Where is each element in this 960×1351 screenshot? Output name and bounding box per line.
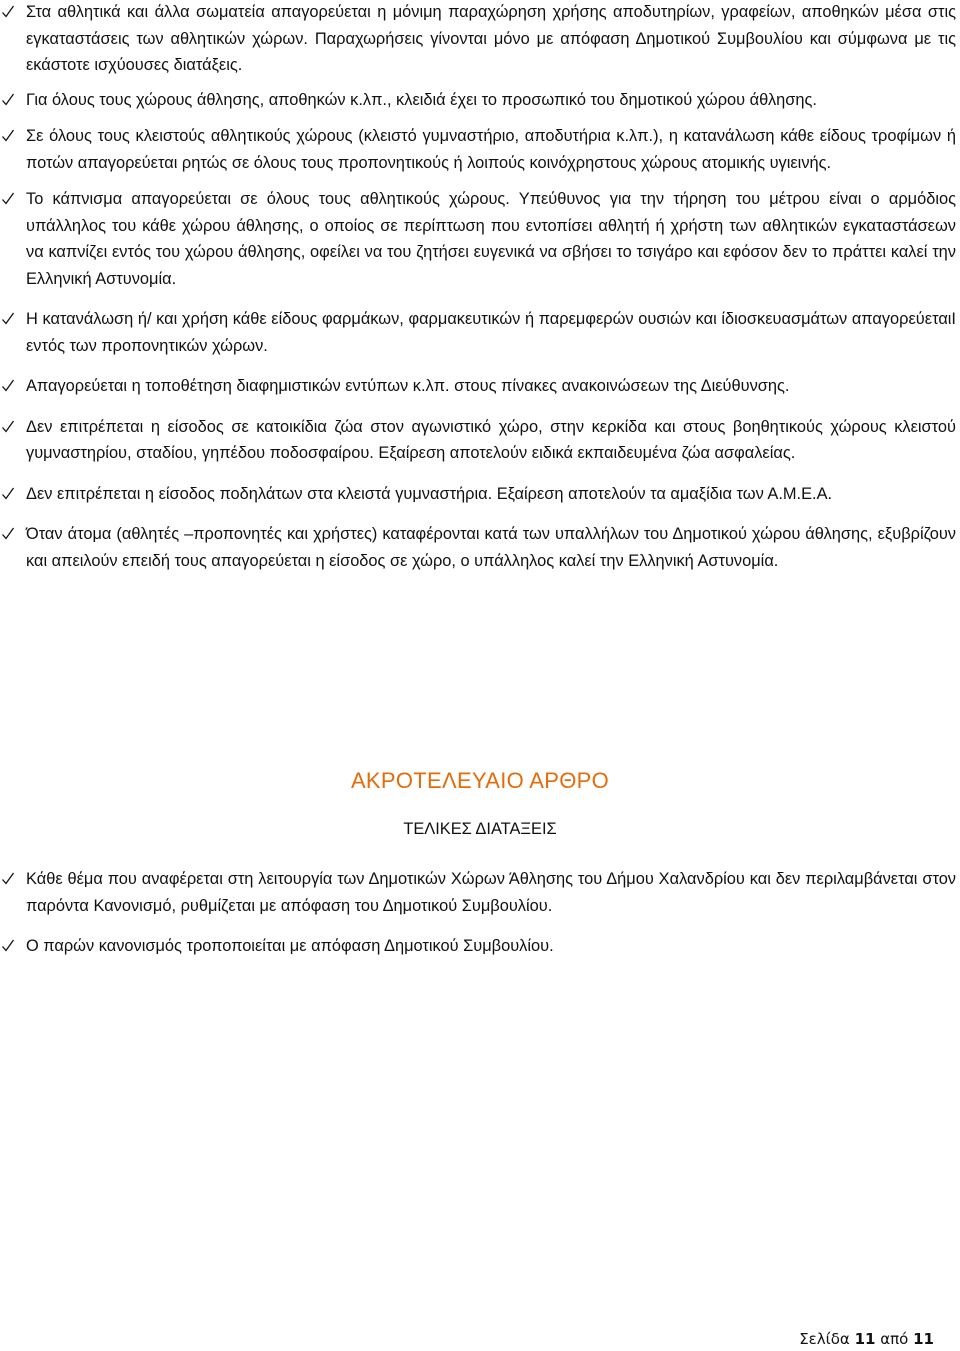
rule-text: Απαγορεύεται η τοποθέτηση διαφημιστικών εντύπων κ.λπ. στους πίνακες ανακοινώσεων της Διεύθυνσης. bbox=[26, 377, 790, 395]
article-title: ΑΚΡΟΤΕΛΕΥΑΙΟ ΑΡΘΡΟ bbox=[350, 768, 610, 793]
provision-text: Κάθε θέμα που αναφέρεται στη λειτουργία των Δημοτικών Χώρων Άθλησης του Δήμου Χαλανδρίου και δεν περιλαμβάνεται στον παρόντα Κανονισμό, ρυθμίζεται με απόφαση του Δημοτικού Συμβουλίου. bbox=[26, 870, 956, 915]
final-provisions-list bbox=[0, 866, 960, 960]
check-icon bbox=[1, 521, 21, 547]
list-item bbox=[0, 0, 960, 79]
list-item bbox=[0, 866, 960, 919]
check-icon bbox=[1, 87, 21, 113]
check-icon bbox=[1, 414, 21, 440]
total-pages: 11 bbox=[913, 1330, 934, 1348]
rule-text: Σε όλους τους κλειστούς αθλητικούς χώρους (κλειστό γυμναστήριο, αποδυτήρια κ.λπ.), η κατανάλωση κάθε είδους τροφίμων ή ποτών απαγορεύεται ρητώς σε όλους τους προπονητικούς ή λοιπούς κοινόχρηστους χώρους ατομικής υγιεινής. bbox=[26, 127, 956, 172]
provision-text: Ο παρών κανονισμός τροποποιείται με απόφαση Δημοτικού Συμβουλίου. bbox=[26, 937, 554, 955]
list-item bbox=[0, 186, 960, 292]
list-item bbox=[0, 87, 960, 114]
check-icon bbox=[1, 0, 21, 25]
check-icon bbox=[1, 481, 21, 507]
check-icon bbox=[1, 186, 21, 212]
list-item bbox=[0, 123, 960, 176]
page-label: Σελίδα bbox=[799, 1330, 850, 1348]
check-icon bbox=[1, 933, 21, 959]
list-item bbox=[0, 521, 960, 574]
check-icon bbox=[1, 373, 21, 399]
rule-text: Για όλους τους χώρους άθλησης, αποθηκών κ.λπ., κλειδιά έχει το προσωπικό του δημοτικού χώρου άθλησης. bbox=[26, 90, 817, 109]
check-icon bbox=[1, 123, 21, 149]
check-icon bbox=[1, 866, 21, 892]
list-item bbox=[0, 306, 960, 359]
rule-text: Δεν επιτρέπεται η είσοδος σε κατοικίδια ζώα στον αγωνιστικό χώρο, στην κερκίδα και στους βοηθητικούς χώρους κλειστού γυμναστηρίου, σταδίου, γηπέδου ποδοσφαίρου. Εξαίρεση αποτελούν ειδικά εκπαιδευμένα ζώα ασφαλείας. bbox=[26, 417, 956, 462]
of-label: από bbox=[880, 1330, 909, 1348]
current-page: 11 bbox=[854, 1330, 876, 1348]
list-item bbox=[0, 933, 960, 960]
rule-text: Δεν επιτρέπεται η είσοδος ποδηλάτων στα κλειστά γυμναστήρια. Εξαίρεση αποτελούν τα αμαξίδια των Α.Μ.Ε.Α. bbox=[26, 484, 833, 503]
rule-text: Η κατανάλωση ή/ και χρήση κάθε είδους φαρμάκων, φαρμακευτικών ή παρεμφερών ουσιών και ίδιοσκευασμάτων απαγορεύεταιI εντός των προπονητικών χώρων. bbox=[26, 310, 956, 355]
rules-list bbox=[0, 0, 960, 584]
check-icon bbox=[1, 306, 21, 332]
rule-text: Το κάπνισμα απαγορεύεται σε όλους τους αθλητικούς χώρους. Υπεύθυνος για την τήρηση του μέτρου είναι ο αρμόδιος υπάλληλος του κάθε χώρου άθλησης, ο οποίος σε περίπτωση που εντοπίσει αθλητή ή χρήστη των αθλητικών εγκαταστάσεων να καπνίζει εντός του χώρου άθλησης, οφείλει να του ζητήσει ευγενικά να σβήσει το τσιγάρο και εφόσον δεν το πράττει καλεί την Ελληνική Αστυνομία. bbox=[26, 190, 956, 288]
article-subtitle: ΤΕΛΙΚΕΣ ΔΙΑΤΑΞΕΙΣ bbox=[403, 820, 557, 838]
rule-text: Στα αθλητικά και άλλα σωματεία απαγορεύεται η μόνιμη παραχώρηση χρήσης αποδυτηρίων, γραφείων, αποθηκών μέσα στις εγκαταστάσεις των αθλητικών χώρων. Παραχωρήσεις γίνονται μόνο με απόφαση Δημοτικού Συμβουλίου και σύμφωνα με τις εκάστοτε ισχύουσες διατάξεις. bbox=[26, 3, 956, 74]
list-item bbox=[0, 414, 960, 467]
list-item bbox=[0, 481, 960, 508]
list-item bbox=[0, 373, 960, 400]
page-number bbox=[799, 1330, 934, 1348]
rule-text: Όταν άτομα (αθλητές –προπονητές και χρήστες) καταφέρονται κατά των υπαλλήλων του Δημοτικού χώρου άθλησης, εξυβρίζουν και απειλούν επειδή τους απαγορεύεται η είσοδος σε χώρο, ο υπάλληλος καλεί την Ελληνική Αστυνομία. bbox=[26, 525, 956, 570]
